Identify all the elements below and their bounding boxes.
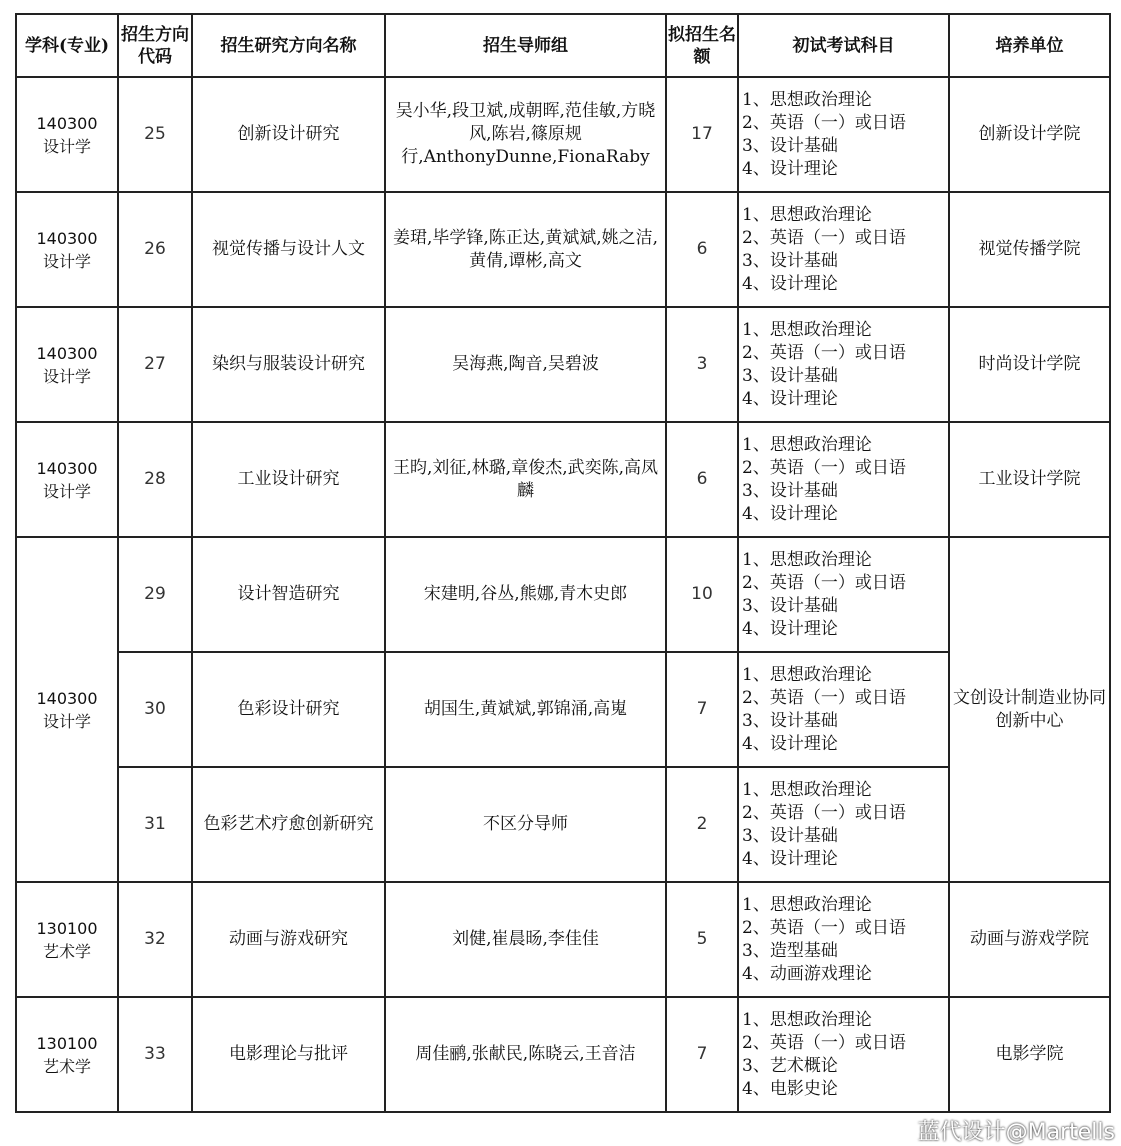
exam-item: 4、设计理论 bbox=[742, 388, 838, 409]
training-unit: 视觉传播学院 bbox=[949, 192, 1110, 307]
direction-code: 26 bbox=[118, 192, 192, 307]
exam-item: 4、设计理论 bbox=[742, 158, 838, 179]
subject-cell bbox=[16, 422, 118, 537]
exam-item: 3、设计基础 bbox=[742, 250, 838, 271]
direction-code: 28 bbox=[118, 422, 192, 537]
exam-subjects bbox=[738, 537, 949, 652]
exam-item: 3、设计基础 bbox=[742, 365, 838, 386]
exam-item: 1、思想政治理论 bbox=[742, 779, 872, 800]
teacher-group: 周佳鹂,张献民,陈晓云,王音洁 bbox=[385, 997, 666, 1112]
exam-item: 2、英语（一）或日语 bbox=[742, 112, 906, 133]
training-unit: 时尚设计学院 bbox=[949, 307, 1110, 422]
direction-name: 设计智造研究 bbox=[192, 537, 385, 652]
subject-cell bbox=[16, 997, 118, 1112]
exam-item: 2、英语（一）或日语 bbox=[742, 572, 906, 593]
subject-code: 130100 bbox=[36, 1033, 98, 1053]
exam-item: 2、英语（一）或日语 bbox=[742, 802, 906, 823]
exam-item: 1、思想政治理论 bbox=[742, 549, 872, 570]
header-exams: 初试考试科目 bbox=[738, 14, 949, 77]
exam-item: 4、设计理论 bbox=[742, 618, 838, 639]
exam-item: 3、设计基础 bbox=[742, 595, 838, 616]
exam-subjects bbox=[738, 652, 949, 767]
training-unit: 电影学院 bbox=[949, 997, 1110, 1112]
header-teachers: 招生导师组 bbox=[385, 14, 666, 77]
exam-item: 1、思想政治理论 bbox=[742, 434, 872, 455]
table-row bbox=[16, 307, 1110, 422]
exam-item: 4、电影史论 bbox=[742, 1078, 838, 1099]
direction-name: 视觉传播与设计人文 bbox=[192, 192, 385, 307]
quota: 10 bbox=[666, 537, 738, 652]
table-row bbox=[16, 77, 1110, 192]
exam-item: 3、设计基础 bbox=[742, 480, 838, 501]
exam-subjects bbox=[738, 997, 949, 1112]
exam-item: 2、英语（一）或日语 bbox=[742, 342, 906, 363]
quota: 17 bbox=[666, 77, 738, 192]
table-row bbox=[16, 997, 1110, 1112]
teacher-group: 刘健,崔晨旸,李佳佳 bbox=[385, 882, 666, 997]
exam-item: 3、设计基础 bbox=[742, 135, 838, 156]
subject-code: 140300 bbox=[36, 458, 98, 478]
subject-name: 设计学 bbox=[42, 251, 91, 271]
exam-item: 2、英语（一）或日语 bbox=[742, 1032, 906, 1053]
exam-item: 1、思想政治理论 bbox=[742, 319, 872, 340]
table-row bbox=[16, 882, 1110, 997]
table-row bbox=[16, 192, 1110, 307]
subject-name: 艺术学 bbox=[42, 1056, 91, 1076]
subject-code: 130100 bbox=[36, 918, 98, 938]
exam-item: 1、思想政治理论 bbox=[742, 204, 872, 225]
subject-cell bbox=[16, 882, 118, 997]
quota: 5 bbox=[666, 882, 738, 997]
teacher-group: 宋建明,谷丛,熊娜,青木史郎 bbox=[385, 537, 666, 652]
exam-subjects bbox=[738, 422, 949, 537]
exam-item: 4、动画游戏理论 bbox=[742, 963, 872, 984]
direction-code: 30 bbox=[118, 652, 192, 767]
training-unit: 创新设计学院 bbox=[949, 77, 1110, 192]
direction-code: 27 bbox=[118, 307, 192, 422]
quota: 3 bbox=[666, 307, 738, 422]
exam-item: 4、设计理论 bbox=[742, 733, 838, 754]
exam-item: 1、思想政治理论 bbox=[742, 1009, 872, 1030]
teacher-group: 吴小华,段卫斌,成朝晖,范佳敏,方晓风,陈岩,篠原规行,AnthonyDunne,FionaRaby bbox=[385, 77, 666, 192]
exam-subjects bbox=[738, 307, 949, 422]
table-row bbox=[16, 537, 1110, 652]
watermark: 蓝代设计@Martells bbox=[917, 1120, 1115, 1145]
training-unit: 工业设计学院 bbox=[949, 422, 1110, 537]
header-quota: 拟招生名额 bbox=[666, 14, 738, 77]
teacher-group: 王昀,刘征,林璐,章俊杰,武奕陈,高凤麟 bbox=[385, 422, 666, 537]
direction-code: 25 bbox=[118, 77, 192, 192]
exam-item: 3、设计基础 bbox=[742, 825, 838, 846]
quota: 6 bbox=[666, 422, 738, 537]
teacher-group: 不区分导师 bbox=[385, 767, 666, 882]
direction-code: 33 bbox=[118, 997, 192, 1112]
subject-code: 140300 bbox=[36, 343, 98, 363]
exam-item: 3、造型基础 bbox=[742, 940, 838, 961]
header-row bbox=[16, 14, 1110, 77]
exam-subjects bbox=[738, 767, 949, 882]
table-row bbox=[16, 422, 1110, 537]
teacher-group: 吴海燕,陶音,吴碧波 bbox=[385, 307, 666, 422]
exam-subjects bbox=[738, 882, 949, 997]
exam-item: 2、英语（一）或日语 bbox=[742, 227, 906, 248]
subject-name: 艺术学 bbox=[42, 941, 91, 961]
exam-item: 1、思想政治理论 bbox=[742, 894, 872, 915]
table-row bbox=[16, 652, 1110, 767]
subject-name: 设计学 bbox=[42, 711, 91, 731]
header-direction: 招生研究方向名称 bbox=[192, 14, 385, 77]
quota: 2 bbox=[666, 767, 738, 882]
subject-cell bbox=[16, 77, 118, 192]
exam-item: 4、设计理论 bbox=[742, 848, 838, 869]
subject-name: 设计学 bbox=[42, 136, 91, 156]
training-unit: 文创设计制造业协同创新中心 bbox=[949, 537, 1110, 882]
table-row bbox=[16, 767, 1110, 882]
exam-item: 2、英语（一）或日语 bbox=[742, 917, 906, 938]
exam-subjects bbox=[738, 192, 949, 307]
exam-item: 3、设计基础 bbox=[742, 710, 838, 731]
enrollment-table bbox=[15, 13, 1111, 1113]
header-subject: 学科(专业) bbox=[16, 14, 118, 77]
quota: 7 bbox=[666, 997, 738, 1112]
direction-name: 色彩设计研究 bbox=[192, 652, 385, 767]
exam-item: 1、思想政治理论 bbox=[742, 89, 872, 110]
direction-name: 动画与游戏研究 bbox=[192, 882, 385, 997]
direction-code: 31 bbox=[118, 767, 192, 882]
subject-cell bbox=[16, 537, 118, 882]
exam-item: 3、艺术概论 bbox=[742, 1055, 838, 1076]
subject-name: 设计学 bbox=[42, 366, 91, 386]
subject-cell bbox=[16, 307, 118, 422]
quota: 6 bbox=[666, 192, 738, 307]
training-unit: 动画与游戏学院 bbox=[949, 882, 1110, 997]
direction-name: 色彩艺术疗愈创新研究 bbox=[192, 767, 385, 882]
exam-item: 2、英语（一）或日语 bbox=[742, 687, 906, 708]
exam-subjects bbox=[738, 77, 949, 192]
exam-item: 4、设计理论 bbox=[742, 503, 838, 524]
direction-code: 32 bbox=[118, 882, 192, 997]
teacher-group: 姜珺,毕学锋,陈正达,黄斌斌,姚之洁,黄倩,谭彬,高文 bbox=[385, 192, 666, 307]
exam-item: 1、思想政治理论 bbox=[742, 664, 872, 685]
exam-item: 2、英语（一）或日语 bbox=[742, 457, 906, 478]
subject-cell bbox=[16, 192, 118, 307]
direction-name: 染织与服装设计研究 bbox=[192, 307, 385, 422]
header-unit: 培养单位 bbox=[949, 14, 1110, 77]
direction-code: 29 bbox=[118, 537, 192, 652]
direction-name: 工业设计研究 bbox=[192, 422, 385, 537]
subject-code: 140300 bbox=[36, 228, 98, 248]
subject-name: 设计学 bbox=[42, 481, 91, 501]
direction-name: 电影理论与批评 bbox=[192, 997, 385, 1112]
teacher-group: 胡国生,黄斌斌,郭锦涌,高嵬 bbox=[385, 652, 666, 767]
direction-name: 创新设计研究 bbox=[192, 77, 385, 192]
quota: 7 bbox=[666, 652, 738, 767]
exam-item: 4、设计理论 bbox=[742, 273, 838, 294]
header-code: 招生方向代码 bbox=[118, 14, 192, 77]
subject-code: 140300 bbox=[36, 688, 98, 708]
subject-code: 140300 bbox=[36, 113, 98, 133]
